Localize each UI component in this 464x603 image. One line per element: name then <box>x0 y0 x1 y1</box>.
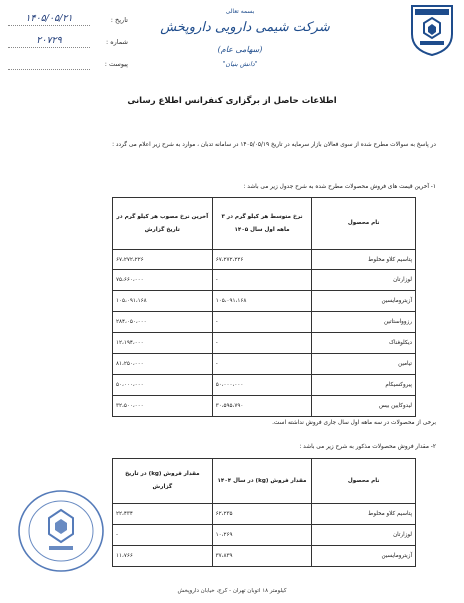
table-row <box>113 250 416 270</box>
column-header: آخرین نرخ مصوب هر کیلو گرم در تاریخ گزارش <box>113 198 213 250</box>
table-row <box>113 291 416 312</box>
company-name: شرکت شیمی دارویی داروپخش <box>160 20 330 35</box>
product-name: پیروکسیکام <box>312 375 416 396</box>
date-field <box>8 14 128 26</box>
sales-report-date: ۲۲،۴۳۴ <box>113 504 213 525</box>
number-value: ۲۰۷۲۹ <box>8 35 90 48</box>
product-name: آزیترومایسین <box>312 546 416 567</box>
sales-volume-table <box>112 458 416 567</box>
sales-report-date: - <box>113 525 213 546</box>
product-name: آزیترومایسین <box>312 291 416 312</box>
product-name: پتاسیم کلاو مخلوط <box>312 504 416 525</box>
product-name: تیامین <box>312 354 416 375</box>
sales-report-date: ۱۱،۷۶۶ <box>113 546 213 567</box>
table-header-row <box>113 459 416 504</box>
product-name: لیدوکایین بیس <box>312 396 416 417</box>
avg-price: - <box>212 333 312 354</box>
table-note: برخی از محصولات در سه ماهه اول سال جاری فروش نداشته است. <box>272 420 436 426</box>
column-header: نرخ متوسط هر کیلو گرم در ۳ ماهه اول سال ۱۴۰۵ <box>212 198 312 250</box>
table-row <box>113 525 416 546</box>
latest-price: ۳۲،۵۰۰،۰۰۰ <box>113 396 213 417</box>
latest-price: ۷۵،۶۶۰،۰۰۰ <box>113 270 213 291</box>
latest-price: ۵۰،۰۰۰،۰۰۰ <box>113 375 213 396</box>
table-row <box>113 546 416 567</box>
document-title: اطلاعات حاصل از برگزاری کنفرانس اطلاع رسانی <box>127 96 337 106</box>
table-row <box>113 375 416 396</box>
table-header-row <box>113 198 416 250</box>
footer-address: کیلومتر ۱۸ اتوبان تهران - کرج، خیابان داروپخش <box>177 588 287 594</box>
product-name: لوزارتان <box>312 270 416 291</box>
latest-price: ۱۲،۱۹۴،۰۰۰ <box>113 333 213 354</box>
number-label: شماره : <box>106 38 128 46</box>
price-table <box>112 197 416 417</box>
column-header: مقدار فروش (kg) در تاریخ گزارش <box>113 459 213 504</box>
product-name: لوزارتان <box>312 525 416 546</box>
table-row <box>113 270 416 291</box>
company-type: (سهامی عام) <box>217 45 263 54</box>
avg-price: ۵۰،۰۰۰،۰۰۰ <box>212 375 312 396</box>
avg-price: ۳۰،۵۹۵،۷۹۰ <box>212 396 312 417</box>
table-row <box>113 354 416 375</box>
date-label: تاریخ : <box>110 16 128 24</box>
avg-price: ۶۷،۲۷۲،۲۲۶ <box>212 250 312 270</box>
company-logo-icon <box>410 4 454 56</box>
column-header: نام محصول <box>312 459 416 504</box>
company-stamp-icon <box>16 488 106 574</box>
avg-price: ۱۰۵،۰۹۱،۱۶۸ <box>212 291 312 312</box>
section2-heading: ۲- مقدار فروش محصولات مذکور به شرح زیر می باشد : <box>299 444 436 450</box>
attachment-field <box>8 58 128 70</box>
table-row <box>113 396 416 417</box>
latest-price: ۲۸۴،۰۵۰،۰۰۰ <box>113 312 213 333</box>
avg-price: - <box>212 312 312 333</box>
product-name: رزوواستاتین <box>312 312 416 333</box>
sales-1404: ۳۷،۸۳۹ <box>212 546 312 567</box>
sales-1404: ۱۰،۲۶۹ <box>212 525 312 546</box>
product-name: دیکلوفناک <box>312 333 416 354</box>
sales-1404: ۶۲،۲۳۵ <box>212 504 312 525</box>
table-row <box>113 312 416 333</box>
bismillah: بسمه تعالی <box>225 8 255 15</box>
latest-price: ۸۱،۲۵۰،۰۰۰ <box>113 354 213 375</box>
attachment-label: پیوست : <box>104 60 128 68</box>
avg-price: - <box>212 354 312 375</box>
avg-price: - <box>212 270 312 291</box>
product-name: پتاسیم کلاو مخلوط <box>312 250 416 270</box>
number-field <box>8 36 128 48</box>
latest-price: ۱۰۵،۰۹۱،۱۶۸ <box>113 291 213 312</box>
column-header: مقدار فروش (kg) در سال ۱۴۰۴ <box>212 459 312 504</box>
latest-price: ۶۷،۲۷۲،۲۲۶ <box>113 250 213 270</box>
column-header: نام محصول <box>312 198 416 250</box>
section1-heading: ۱- آخرین قیمت های فروش محصولات مطرح شده به شرح جدول زیر می باشد : <box>243 184 436 190</box>
company-slogan: "دانش بنیان" <box>222 60 258 68</box>
attachment-value <box>8 57 90 70</box>
date-value: ۱۴۰۵/۰۵/۲۱ <box>8 13 90 26</box>
intro-paragraph: در پاسخ به سوالات مطرح شده از سوی فعالان بازار سرمایه در تاریخ ۱۴۰۵/۰۵/۱۹ در سامانه تدبان ، موارد به شرح زیر اعلام می گردد : <box>112 142 436 148</box>
table-row <box>113 504 416 525</box>
table-row <box>113 333 416 354</box>
